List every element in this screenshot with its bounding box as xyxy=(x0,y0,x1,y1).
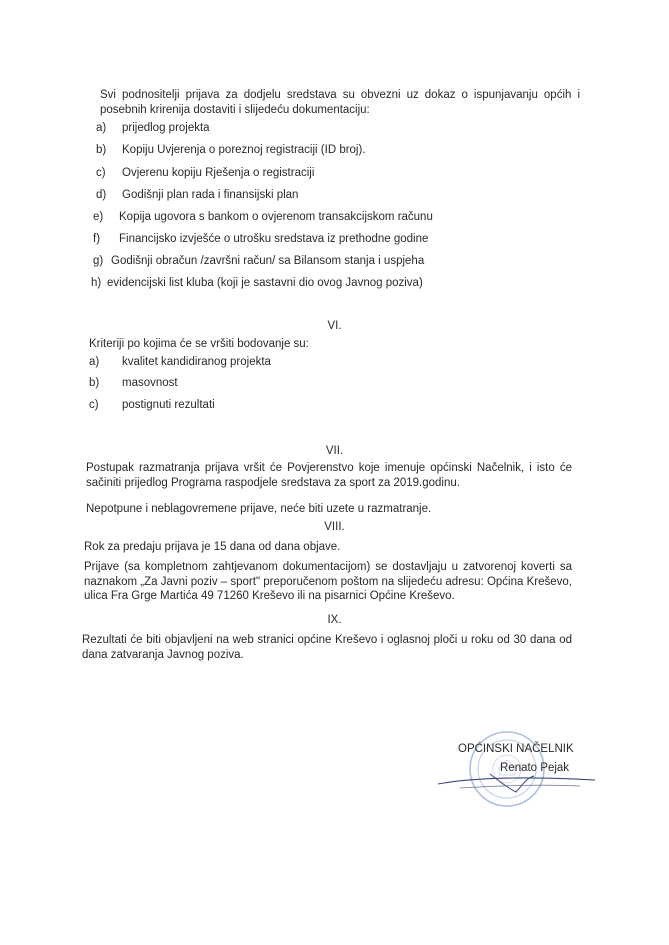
list-item: c) Ovjerenu kopiju Rješenja o registraciji xyxy=(96,167,315,179)
section-viii-paragraph-1: Rok za predaju prijava je 15 dana od dana objave. xyxy=(84,541,341,553)
list-item: c) postignuti rezultati xyxy=(89,399,215,411)
intro-paragraph: Svi podnositelji prijava za dodjelu sredstava su obvezni uz dokaz o ispunjavanju općih i posebnih krirenija dostaviti i slijedeću dokumentaciju: xyxy=(100,89,580,116)
list-item: a) kvalitet kandidiranog projekta xyxy=(89,356,271,368)
list-item: b) masovnost xyxy=(89,377,178,389)
list-item: e) Kopija ugovora s bankom o ovjerenom transakcijskom računu xyxy=(93,211,433,223)
section-viii-heading: VIII. xyxy=(324,521,345,533)
list-item: h) evidencijski list kluba (koji je sastavni dio ovog Javnog poziva) xyxy=(91,277,423,289)
section-ix-paragraph: Rezultati će biti objavljeni na web stranici općine Kreševo i oglasnoj ploči u roku od 30 dana od dana zatvaranja Javnog poziva. xyxy=(82,634,572,661)
mayor-title: OPĆINSKI NAČELNIK xyxy=(458,743,574,755)
section-vii-paragraph-1: Postupak razmatranja prijava vršit će Povjerenstvo koje imenuje općinski Načelnik, i isto će sačiniti prijedlog Programa raspodjele sredstava za sport za 2019.godinu. xyxy=(86,462,572,489)
handwritten-signature xyxy=(430,768,600,798)
section-vii-paragraph-2: Nepotpune i neblagovremene prijave, neće biti uzete u razmatranje. xyxy=(86,503,432,515)
list-item: b) Kopiju Uvjerenja o poreznoj registraciji (ID broj). xyxy=(96,144,366,156)
list-item: g) Godišnji obračun /završni račun/ sa Bilansom stanja i uspjeha xyxy=(93,255,425,267)
section-vi-heading: VI. xyxy=(327,320,342,332)
list-item: f) Financijsko izvješće o utrošku sredstava iz prethodne godine xyxy=(93,233,429,245)
mayor-name: Renato Pejak xyxy=(500,762,570,774)
section-vii-heading: VII. xyxy=(325,445,344,457)
list-item: d) Godišnji plan rada i finansijski plan xyxy=(96,189,299,201)
section-ix-heading: IX. xyxy=(327,614,342,626)
section-viii-paragraph-2: Prijave (sa kompletnom zahtjevanom dokumentacijom) se dostavljaju u zatvorenoj koverti sa naznakom „Za Javni poziv – sport" preporučenom poštom na slijedeću adresu: Općina Kreševo, ulica Fra Grge Martića 49 71260 Kreševo ili na pisarnici Općine Kreševo. xyxy=(84,561,572,602)
list-item: a) prijedlog projekta xyxy=(96,122,210,134)
section-vi-intro: Kriteriji po kojima će se vršiti bodovanje su: xyxy=(89,338,309,350)
